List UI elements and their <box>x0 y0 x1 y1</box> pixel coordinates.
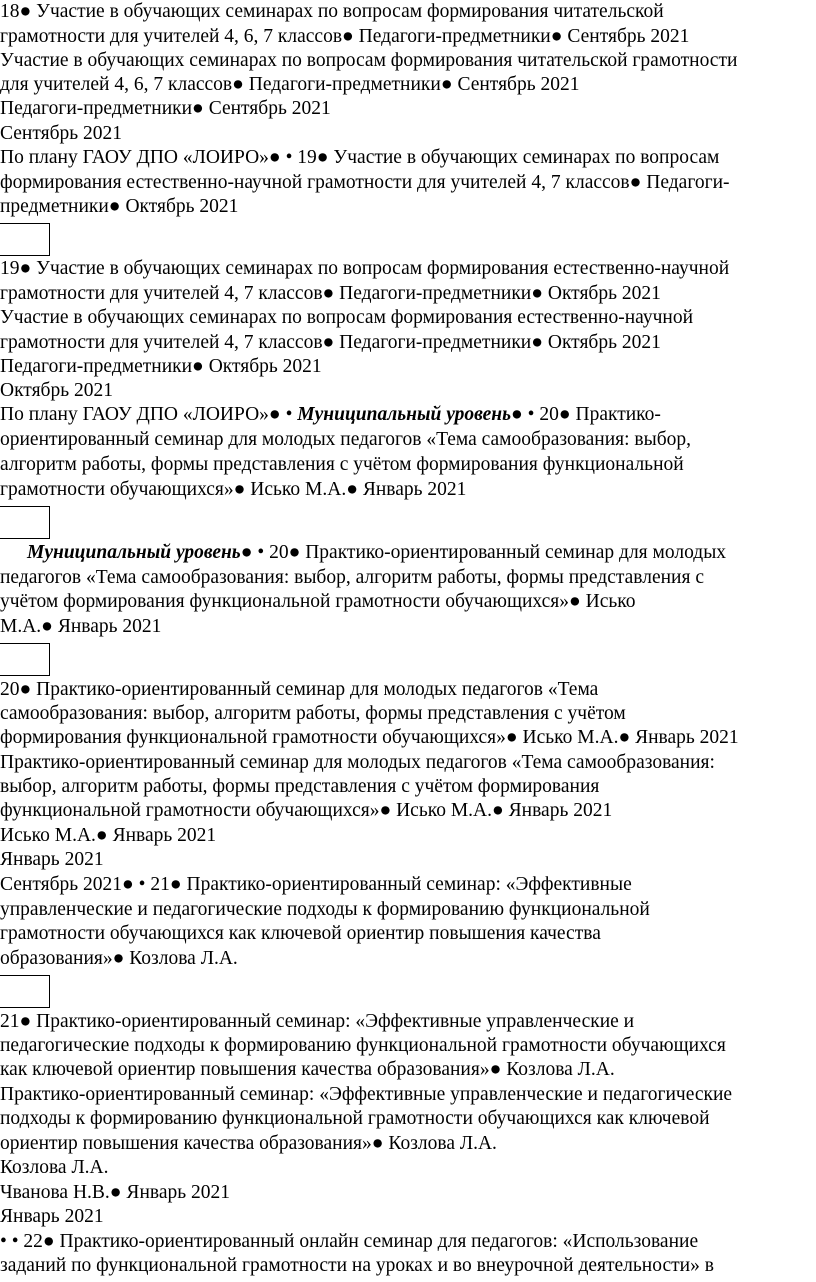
text-line: алгоритм работы, формы представления с учётом формирования функциональной <box>0 454 684 475</box>
text-line: 19● Участие в обучающих семинарах по вопросам формирования естественно-научной <box>0 258 730 279</box>
text-run: По плану ГАОУ ДПО «ЛОИРО»● • <box>0 404 298 425</box>
text-line: Практико-ориентированный семинар: «Эффективные управленческие и педагогические <box>0 1084 733 1105</box>
text-line: заданий по функциональной грамотности на уроках и во внеурочной деятельности» в <box>0 1255 714 1276</box>
text-line <box>27 541 726 565</box>
text-line: грамотности для учителей 4, 6, 7 классов● Педагоги-предметники● Сентябрь 2021 <box>0 26 690 47</box>
text-line: Участие в обучающих семинарах по вопросам формирования естественно-научной <box>0 307 694 328</box>
text-line: подходы к формированию функциональной грамотности обучающихся как ключевой <box>0 1108 710 1129</box>
text-line: предметники● Октябрь 2021 <box>0 196 239 217</box>
text-line: грамотности для учителей 4, 7 классов● Педагоги-предметники● Октябрь 2021 <box>0 283 661 304</box>
text-line: для учителей 4, 6, 7 классов● Педагоги-предметники● Сентябрь 2021 <box>0 74 580 95</box>
text-line: 21● Практико-ориентированный семинар: «Эффективные управленческие и <box>0 1011 635 1032</box>
empty-cell-box <box>0 223 50 256</box>
text-line: Педагоги-предметники● Сентябрь 2021 <box>0 98 331 119</box>
text-line: педагогов «Тема самообразования: выбор, алгоритм работы, формы представления с <box>0 567 704 588</box>
text-line: По плану ГАОУ ДПО «ЛОИРО»● • 19● Участие в обучающих семинарах по вопросам <box>0 147 720 168</box>
text-line: грамотности для учителей 4, 7 классов● Педагоги-предметники● Октябрь 2021 <box>0 332 661 353</box>
empty-cell-box <box>0 975 50 1008</box>
text-line: Октябрь 2021 <box>0 380 113 401</box>
text-line: как ключевой ориентир повышения качества образования»● Козлова Л.А. <box>0 1059 615 1080</box>
text-line: грамотности обучающихся»● Исько М.А.● Январь 2021 <box>0 479 467 500</box>
text-line: Сентябрь 2021● • 21● Практико-ориентированный семинар: «Эффективные <box>0 874 632 895</box>
text-line: • • 22● Практико-ориентированный онлайн семинар для педагогов: «Использование <box>0 1231 699 1252</box>
text-line: Участие в обучающих семинарах по вопросам формирования читательской грамотности <box>0 50 738 71</box>
text-run: ● • 20● Практико-ориентированный семинар для молодых <box>240 542 727 563</box>
text-line: выбор, алгоритм работы, формы представления с учётом формирования <box>0 776 600 797</box>
text-line: Педагоги-предметники● Октябрь 2021 <box>0 356 322 377</box>
text-line: управленческие и педагогические подходы к формированию функциональной <box>0 899 650 920</box>
text-line: Сентябрь 2021 <box>0 123 123 144</box>
text-line: 18● Участие в обучающих семинарах по вопросам формирования читательской <box>0 1 664 22</box>
text-line: Январь 2021 <box>0 1206 104 1227</box>
text-line: Козлова Л.А. <box>0 1157 109 1178</box>
empty-cell-box <box>0 506 50 539</box>
text-run: ● • 20● Практико- <box>511 404 661 425</box>
municipal-level-heading: Муниципальный уровень <box>297 404 511 425</box>
text-line: грамотности обучающихся как ключевой ориентир повышения качества <box>0 923 601 944</box>
municipal-level-heading: Муниципальный уровень <box>27 542 241 563</box>
text-line: формирования функциональной грамотности обучающихся»● Исько М.А.● Январь 2021 <box>0 727 739 748</box>
text-line: ориентир повышения качества образования»● Козлова Л.А. <box>0 1133 497 1154</box>
text-line: Исько М.А.● Январь 2021 <box>0 825 217 846</box>
text-line: Чванова Н.В.● Январь 2021 <box>0 1182 231 1203</box>
text-line: самообразования: выбор, алгоритм работы, формы представления с учётом <box>0 703 626 724</box>
text-line <box>0 403 661 427</box>
text-line: учётом формирования функциональной грамотности обучающихся»● Исько <box>0 591 636 612</box>
text-line: Практико-ориентированный семинар для молодых педагогов «Тема самообразования: <box>0 752 715 773</box>
text-line: М.А.● Январь 2021 <box>0 616 162 637</box>
text-line: педагогические подходы к формированию функциональной грамотности обучающихся <box>0 1035 726 1056</box>
text-line: образования»● Козлова Л.А. <box>0 948 238 969</box>
text-line: формирования естественно-научной грамотности для учителей 4, 7 классов● Педагоги- <box>0 172 730 193</box>
empty-cell-box <box>0 643 50 676</box>
text-line: ориентированный семинар для молодых педагогов «Тема самообразования: выбор, <box>0 429 692 450</box>
text-line: Январь 2021 <box>0 849 104 870</box>
text-line: функциональной грамотности обучающихся»● Исько М.А.● Январь 2021 <box>0 800 613 821</box>
text-line: 20● Практико-ориентированный семинар для молодых педагогов «Тема <box>0 679 599 700</box>
